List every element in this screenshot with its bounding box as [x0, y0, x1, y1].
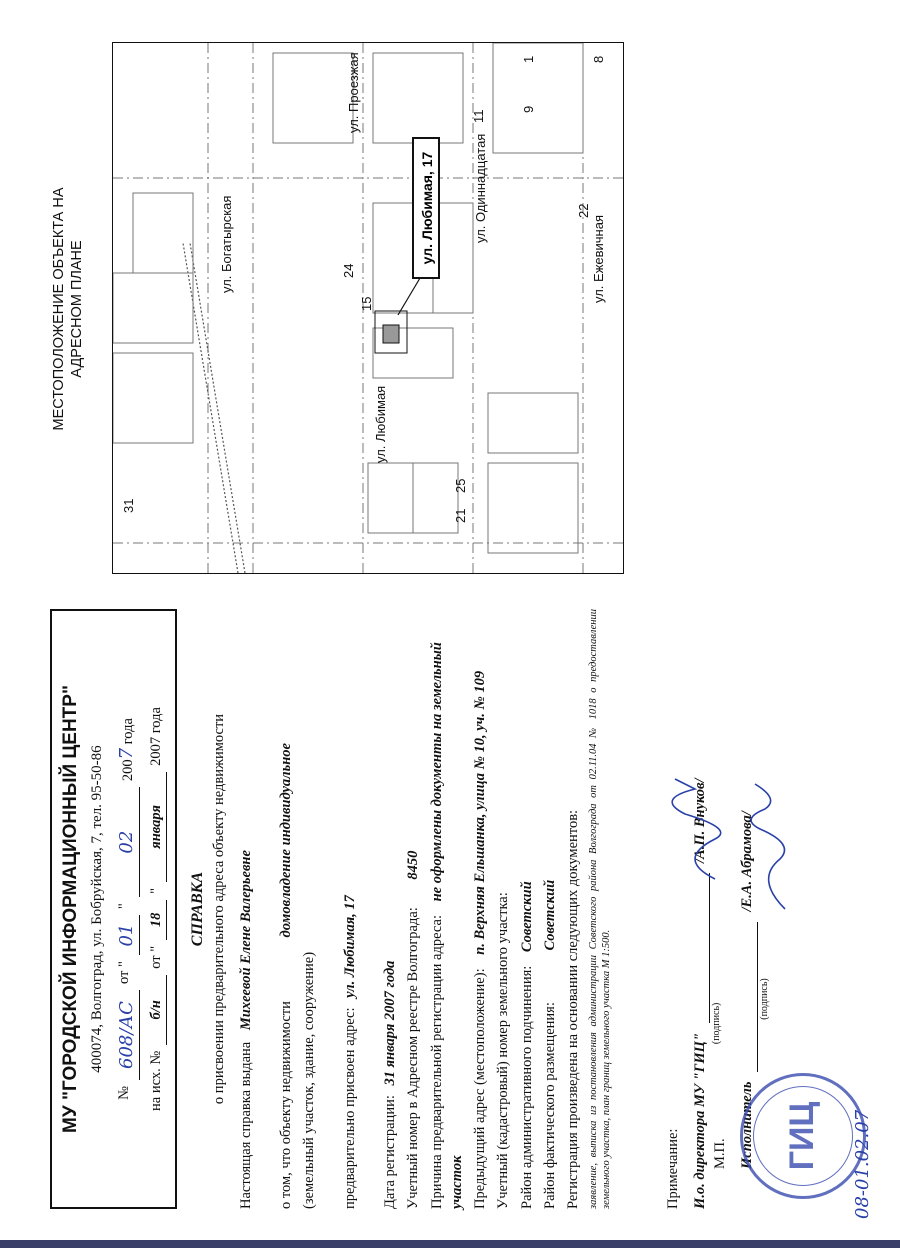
object-label: о том, что объекту недвижимости — [278, 1001, 295, 1209]
lot-31: 31 — [121, 498, 136, 513]
handwritten-note: 08-01.02.07 — [852, 1109, 873, 1219]
prelim-label: предварительно присвоен адрес: — [341, 1007, 358, 1209]
document-title: СПРАВКА — [189, 871, 207, 947]
year-word-2: года — [147, 707, 164, 734]
plan-map-drawing — [113, 43, 623, 573]
district-fact-value: Советский — [542, 879, 559, 951]
organization-address: 400074, Волгоград, ул. Бобруйская, 7, тел. 95-50-86 — [88, 745, 105, 1073]
lot-22: 22 — [576, 203, 591, 218]
account-value: 8450 — [405, 850, 422, 880]
prev-label: Предыдущий адрес (местоположение): — [472, 968, 489, 1209]
day-2: 18 — [146, 900, 167, 940]
certificate — [50, 609, 873, 1219]
lot-15: 15 — [359, 296, 374, 311]
from-label-2: от " — [147, 945, 164, 969]
issued-to-value: Михеевой Елене Валерьевне — [237, 850, 254, 1031]
lot-9: 9 — [521, 105, 536, 113]
scan-edge — [0, 1240, 900, 1248]
executor-name: /Е.А. Абрамова/ — [739, 811, 756, 912]
year-1-digit: 7 — [115, 747, 137, 760]
object-types: (земельный участок, здание, сооружение) — [301, 951, 318, 1209]
plan-map — [112, 42, 624, 574]
rotated-sheet — [20, 19, 880, 1229]
lot-11: 11 — [471, 109, 486, 123]
quote-close-2: " — [147, 887, 164, 894]
plan-title-line-2: АДРЕСНОМ ПЛАНЕ — [69, 240, 86, 378]
stamp-text: ГИЦ — [783, 1101, 822, 1171]
number-label: № — [115, 1086, 132, 1100]
year-1-prefix: 200 — [119, 759, 136, 782]
lot-8: 8 — [591, 55, 606, 63]
reg-date-label: Дата регистрации: — [381, 1095, 398, 1209]
district-admin-value: Советский — [518, 881, 535, 953]
object-label-text: ул. Любимая, 17 — [419, 151, 435, 265]
incoming-label: на исх. № — [147, 1050, 164, 1111]
prev-value: п. Верхняя Ельшанка, улица № 10, уч. № 109 — [472, 670, 489, 955]
number-value: 608/АС — [114, 990, 140, 1080]
reason-label: Причина предварительной регистрации адреса: — [428, 915, 445, 1209]
lot-1: 1 — [521, 55, 536, 63]
director-name: /А.П. Внуков/ — [691, 778, 708, 863]
issued-label: Настоящая справка выдана — [237, 1041, 254, 1209]
lot-24: 24 — [341, 263, 356, 278]
handwritten-signatures — [50, 609, 830, 1209]
quote-close-1: " — [115, 903, 132, 910]
note-label: Примечание: — [664, 1128, 681, 1209]
plan-title-line-1: МЕСТОПОЛОЖЕНИЕ ОБЪЕКТА НА — [51, 187, 67, 431]
street-bogatyrskaya: ул. Богатырская — [219, 195, 234, 293]
lot-25: 25 — [453, 478, 468, 493]
reg-date-value: 31 января 2007 года — [381, 960, 398, 1086]
director-sign-caption: (подпись) — [711, 1002, 723, 1045]
plan-title — [50, 44, 86, 574]
district-fact-label: Район фактического размещения: — [542, 1002, 559, 1209]
executor-sign-caption: (подпись) — [758, 978, 770, 1020]
object-parcel-marker — [383, 325, 399, 343]
organization-name: МУ "ГОРОДСКОЙ ИНФОРМАЦИОННЫЙ ЦЕНТР" — [60, 685, 81, 1133]
executor-label: Исполнитель — [739, 1081, 756, 1169]
prelim-value: ул. Любимая, 17 — [341, 895, 358, 998]
seal-mark-label: М.П. — [712, 1138, 729, 1169]
month-2: января — [146, 772, 167, 882]
object-value: домовладение индивидуальное — [278, 743, 295, 938]
month-1: 02 — [114, 787, 140, 897]
lot-21: 21 — [453, 508, 468, 523]
from-label: от " — [115, 961, 132, 985]
street-ezhevichnaya: ул. Ежевичная — [591, 214, 606, 303]
director-label: И.о. директора МУ "ГИЦ" — [691, 1033, 708, 1209]
document-subtitle: о присвоении предварительного адреса объекту недвижимости — [211, 713, 228, 1105]
year-2-value: 2007 — [147, 736, 164, 766]
reason-value: не оформлены документы на земельный участок — [428, 642, 465, 1209]
district-admin-label: Район административного подчинения: — [518, 965, 535, 1209]
account-label: Учетный номер в Адресном реестре Волгограда: — [405, 907, 422, 1209]
incoming-value: б/н — [146, 975, 167, 1045]
cadastral-row: Учетный (кадастровый) номер земельного участка: — [495, 892, 512, 1209]
day-1: 01 — [114, 915, 140, 955]
address-plan — [50, 44, 830, 574]
street-proezzhaya: ул. Проезжая — [346, 52, 361, 133]
street-lyubimaya: ул. Любимая — [373, 385, 388, 463]
street-odinnadtsataya: ул. Одиннадцатая — [473, 133, 488, 243]
basis-label: Регистрация произведена на основании следующих документов: — [565, 809, 582, 1209]
basis-value: заявление, выписка из постановления администрации Советского района Волгограда от 02.11.04 № 1018 о предоставлении земельного участка, план границ земельного участка М 1:500. — [587, 609, 613, 1209]
year-word-1: года — [119, 718, 136, 745]
